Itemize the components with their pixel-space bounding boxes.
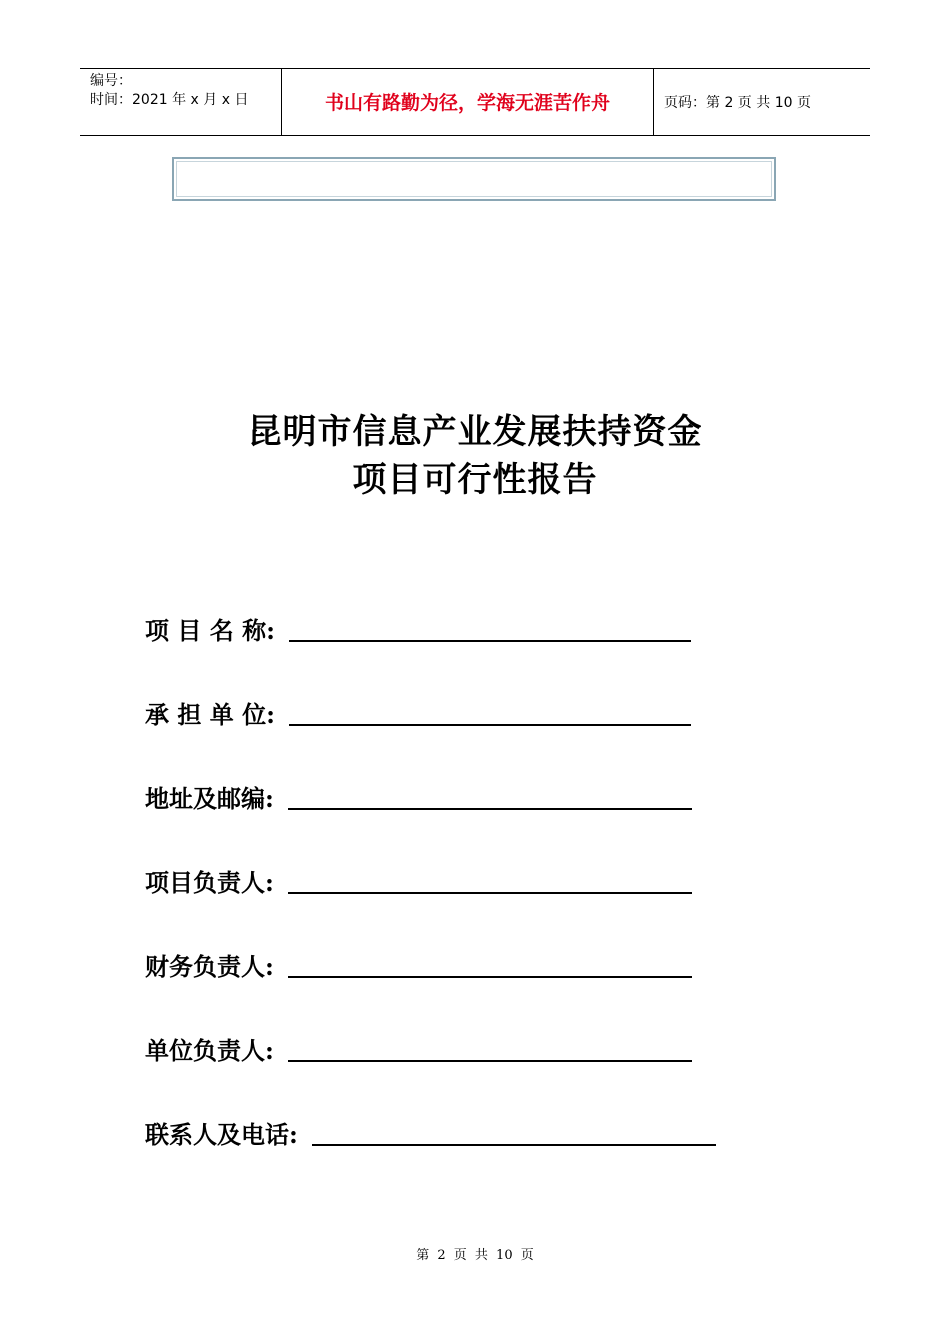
header-meta-cell [80,69,282,135]
document-header [80,68,870,136]
field-label: 地址及邮编: [145,784,274,813]
blank-line[interactable] [288,1060,692,1062]
field-project-name [145,610,691,646]
blank-line[interactable] [288,892,692,894]
document-title-line2: 项目可行性报告 [352,460,598,500]
field-label: 承 担 单 位: [145,700,275,729]
field-undertaking-unit [145,694,691,730]
blank-line[interactable] [289,640,691,642]
field-project-leader [145,862,692,898]
page-info: 页码：第 2 页 共 10 页 [664,95,811,111]
number-label: 编号： [90,73,132,89]
field-unit-leader [145,1030,692,1066]
field-label: 联系人及电话: [145,1120,298,1149]
field-label: 单位负责人: [145,1036,274,1065]
empty-text-box[interactable] [172,157,776,201]
page-footer: 第 2 页 共 10 页 [416,1248,534,1263]
blank-line[interactable] [288,976,692,978]
header-motto-cell [282,69,654,135]
field-label: 项 目 名 称: [145,616,275,645]
header-page-cell [654,69,870,135]
document-title-line1: 昆明市信息产业发展扶持资金 [247,412,703,452]
field-finance-leader [145,946,692,982]
field-label: 财务负责人: [145,952,274,981]
motto-text: 书山有路勤为径，学海无涯苦作舟 [324,92,610,114]
field-address-postcode [145,778,692,814]
blank-line[interactable] [288,808,692,810]
field-label: 项目负责人: [145,868,274,897]
blank-line[interactable] [312,1144,716,1146]
field-contact-phone [145,1114,716,1150]
time-label: 时间：2021 年 x 月 x 日 [90,92,249,108]
blank-line[interactable] [289,724,691,726]
